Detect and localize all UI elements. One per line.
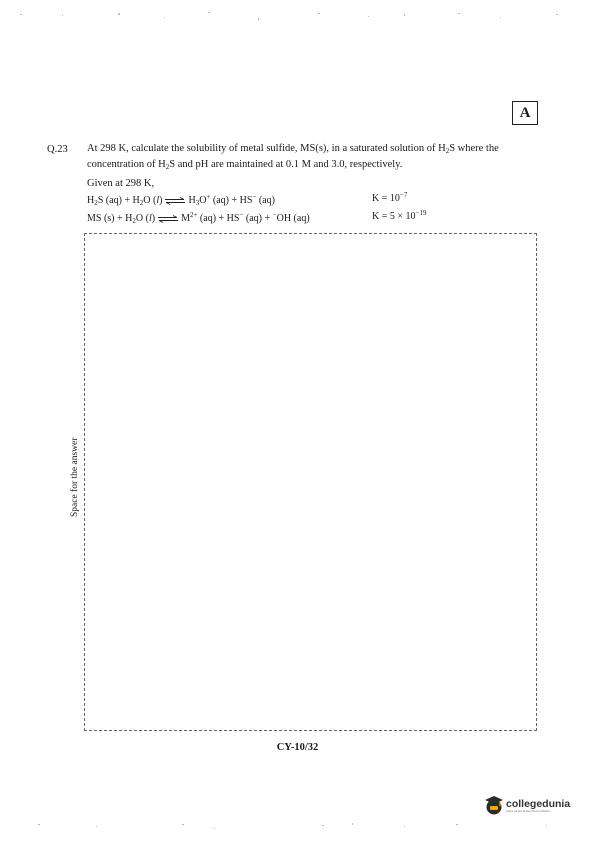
question-text: At 298 K, calculate the solubility of metal sulfide, MS(s), in a saturated solution of $H_2S$ where the concentration of $H_2S$ and pH are maintained at 0.1 M and 3.0, respectively.	[87, 143, 499, 171]
k-value-2: $K = 5 \times 10^{-19}$	[372, 209, 427, 222]
equilibrium-arrow-icon	[157, 215, 179, 223]
answer-space-label: Space for the answer	[70, 437, 80, 517]
paper-set-box: A	[512, 101, 538, 125]
answer-space-box[interactable]	[84, 233, 537, 731]
graduation-cap-icon	[484, 794, 504, 816]
collegedunia-logo	[484, 794, 570, 816]
page-code: CY-10/32	[276, 742, 319, 753]
k-value-1: $K = 10^{-7}$	[372, 191, 408, 204]
question-number: Q.23	[47, 144, 68, 155]
given-label: Given at 298 K,	[87, 178, 155, 189]
logo-text-group	[506, 798, 570, 813]
equation-ms: MS $(s) + H_2O$ (l) $M^{2+}$ (aq) + HS− (aq) + −OH (aq)	[87, 211, 310, 225]
logo-tagline: India's Largest Student Review Platform	[506, 809, 551, 813]
equilibrium-arrow-icon	[164, 197, 186, 205]
equation-h2s: $H_2S$ $(aq) + H_2O$ (l) $H_3O^+$ (aq) + HS− (aq)	[87, 193, 275, 207]
logo-name: collegedunia	[506, 797, 571, 810]
